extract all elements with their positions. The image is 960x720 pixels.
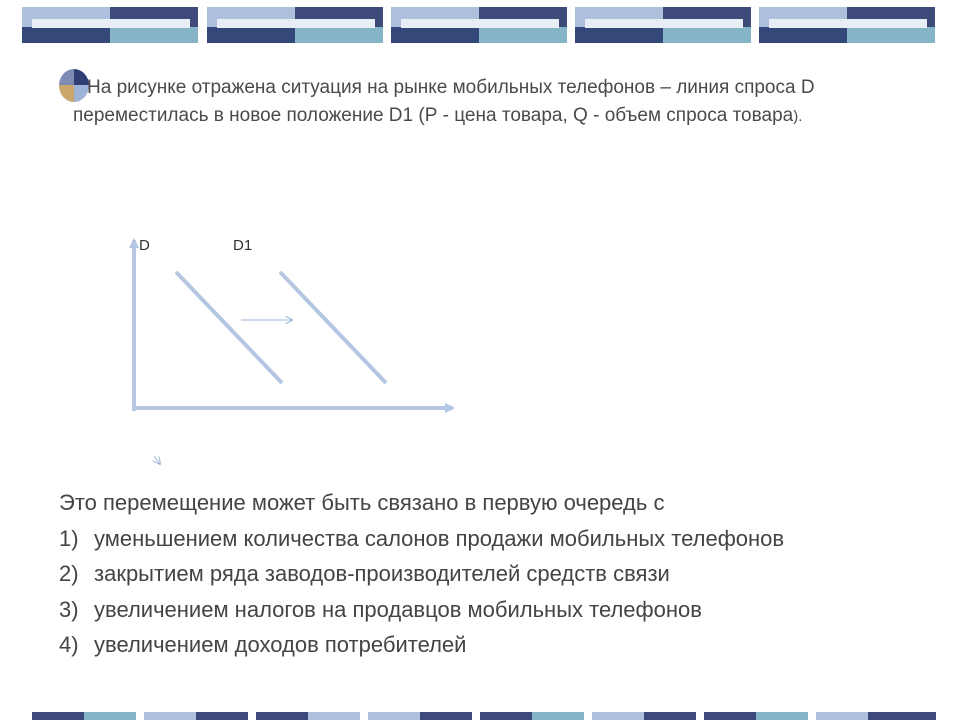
small-arrow-mark xyxy=(154,456,160,464)
question-lead: Это перемещение может быть связано в первую очередь с xyxy=(59,490,665,515)
banner-block xyxy=(22,7,198,43)
option-text: увеличением доходов потребителей xyxy=(94,632,467,657)
option-number: 1) xyxy=(59,525,79,551)
intro-tail-text: ). xyxy=(793,108,803,125)
question-block xyxy=(59,485,939,663)
banner-block xyxy=(391,7,567,43)
bottom-decorative-strip xyxy=(32,712,936,720)
curve-label-d1: D1 xyxy=(233,237,253,254)
answer-option-1 xyxy=(59,521,939,557)
curve-label-d: D xyxy=(139,237,150,254)
answer-option-2 xyxy=(59,556,939,592)
banner-block xyxy=(207,7,383,43)
demand-curve-d1 xyxy=(280,272,386,383)
answer-option-3 xyxy=(59,592,939,628)
intro-text xyxy=(73,74,913,131)
banner-block xyxy=(759,7,935,43)
option-text: закрытием ряда заводов-производителей средств связи xyxy=(94,561,670,586)
banner-block xyxy=(575,7,751,43)
intro-first-letter: Н xyxy=(87,77,101,98)
option-number: 2) xyxy=(59,561,79,586)
demand-curve-d xyxy=(176,272,282,383)
option-text: уменьшением количества салонов продажи мобильных телефонов xyxy=(94,525,785,551)
intro-main-text: а рисунке отражена ситуация на рынке мобильных телефонов – линия спроса D переместилась в новое положение D1 (Р - цена товара, Q - объем спроса товара xyxy=(73,77,815,126)
option-text: увеличением налогов на продавцов мобильных телефонов xyxy=(94,596,702,622)
demand-shift-graph xyxy=(120,230,470,480)
top-decorative-banner xyxy=(22,7,938,45)
option-number: 4) xyxy=(59,632,79,657)
option-number: 3) xyxy=(59,596,79,622)
answer-option-4 xyxy=(59,627,939,663)
